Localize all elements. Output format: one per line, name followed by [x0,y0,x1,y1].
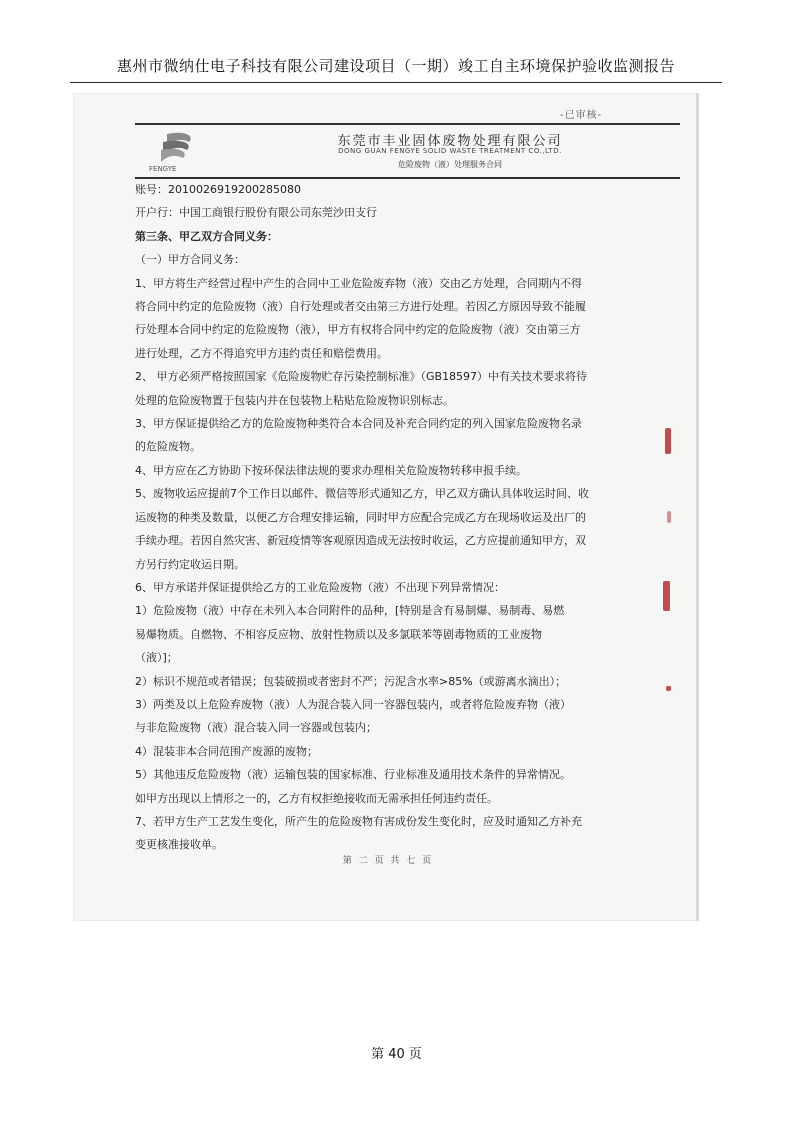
company-name-cn: 东莞市丰业固体废物处理有限公司 [337,134,563,149]
contract-line: 处理的危险废物置于包装内并在包装物上粘贴危险废物识别标志。 [135,393,454,407]
contract-line: 5）其他违反危险废物（液）运输包装的国家标准、行业标准及通用技术条件的异常情况。 [135,768,571,782]
company-logo [145,128,209,174]
svg-text:FENGYE: FENGYE [149,165,177,173]
inner-page-number: 第 二 页 共 七 页 [342,856,434,866]
contract-line: 运废物的种类及数量，以便乙方合理安排运输，同时甲方应配合完成乙方在现场收运及出厂的 [135,510,586,524]
contract-line: 1、甲方将生产经营过程中产生的合同中工业危险废弃物（液）交由乙方处理，合同期内不得 [135,276,582,290]
contract-line: 的危险废物。 [135,440,201,454]
contract-line: 6、甲方承诺并保证提供给乙方的工业危险废物（液）不出现下列异常情况： [135,580,505,594]
company-letterhead [135,123,680,179]
contract-line: 进行处理，乙方不得追究甲方违约责任和赔偿费用。 [135,346,388,360]
contract-line: 2）标识不规范或者错误；包装破损或者密封不严；污泥含水率>85%（或游离水滴出）； [135,674,567,688]
contract-line: 变更核准接收单。 [135,838,223,852]
seal-mark-1 [665,428,671,454]
contract-line: （液）]； [135,651,178,665]
contract-line: 4）混装非本合同范围产废源的废物； [135,744,318,758]
contract-line: 5、废物收运应提前7个工作日以邮件、微信等形式通知乙方，甲乙双方确认具体收运时间、收 [135,487,589,501]
contract-subtitle: 危险废物（液）处理服务合同 [398,160,502,169]
contract-line: 3、甲方保证提供给乙方的危险废物种类符合本合同及补充合同约定的列入国家危险废物名录 [135,417,582,431]
contract-line: 1）危险废物（液）中存在未列入本合同附件的品种，[特别是含有易制爆、易制毒、易燃 [135,604,565,618]
company-name-en: DONG GUAN FENGYE SOLID WASTE TREATMENT CO.,LTD. [338,147,562,155]
contract-body [135,178,683,857]
contract-line: 如甲方出现以上情形之一的，乙方有权拒绝接收而无需承担任何违约责任。 [135,791,498,805]
seal-mark-4 [666,686,671,691]
reviewed-stamp-note: -已审核- [560,110,603,121]
contract-line: 手续办理。若因自然灾害、新冠疫情等客观原因造成无法按时收运，乙方应提前通知甲方，双 [135,534,586,548]
seal-mark-3 [663,581,670,611]
contract-line: 易爆物质。自燃物、不相容反应物、放射性物质以及多氯联苯等剧毒物质的工业废物 [135,627,542,641]
contract-line: 与非危险废物（液）混合装入同一容器或包装内； [135,721,377,735]
contract-line: 第三条、甲乙双方合同义务： [135,229,278,243]
contract-line: 7、若甲方生产工艺发生变化，所产生的危险废物有害成份发生变化时，应及时通知乙方补充 [135,814,582,828]
seal-mark-2 [667,511,671,523]
contract-line: 方另行约定收运日期。 [135,557,245,571]
contract-line: 2、 甲方必须严格按照国家《危险废物贮存污染控制标准》（GB18597）中有关技术要求将待 [135,370,588,384]
page-footer-number: 第 40 页 [371,1047,422,1062]
contract-line: 行处理本合同中约定的危险废物（液），甲方有权将合同中约定的危险废物（液）交由第三方 [135,323,581,337]
scanned-contract-page [73,93,699,921]
contract-line: 4、甲方应在乙方协助下按环保法律法规的要求办理相关危险废物转移申报手续。 [135,463,527,477]
report-header-title: 惠州市微纳仕电子科技有限公司建设项目（一期）竣工自主环境保护验收监测报告 [70,55,722,83]
contract-line: 将合同中约定的危险废物（液）自行处理或者交由第三方进行处理。若因乙方原因导致不能履 [135,300,586,314]
contract-line: 开户行：中国工商银行股份有限公司东莞沙田支行 [135,206,377,220]
contract-line: 3）两类及以上危险弃废物（液）人为混合装入同一容器包装内，或者将危险废弃物（液） [135,697,571,711]
scan-edge-shadow [696,93,699,921]
contract-line: 账号：2010026919200285080 [135,183,301,196]
contract-line: （一）甲方合同义务： [135,253,245,267]
